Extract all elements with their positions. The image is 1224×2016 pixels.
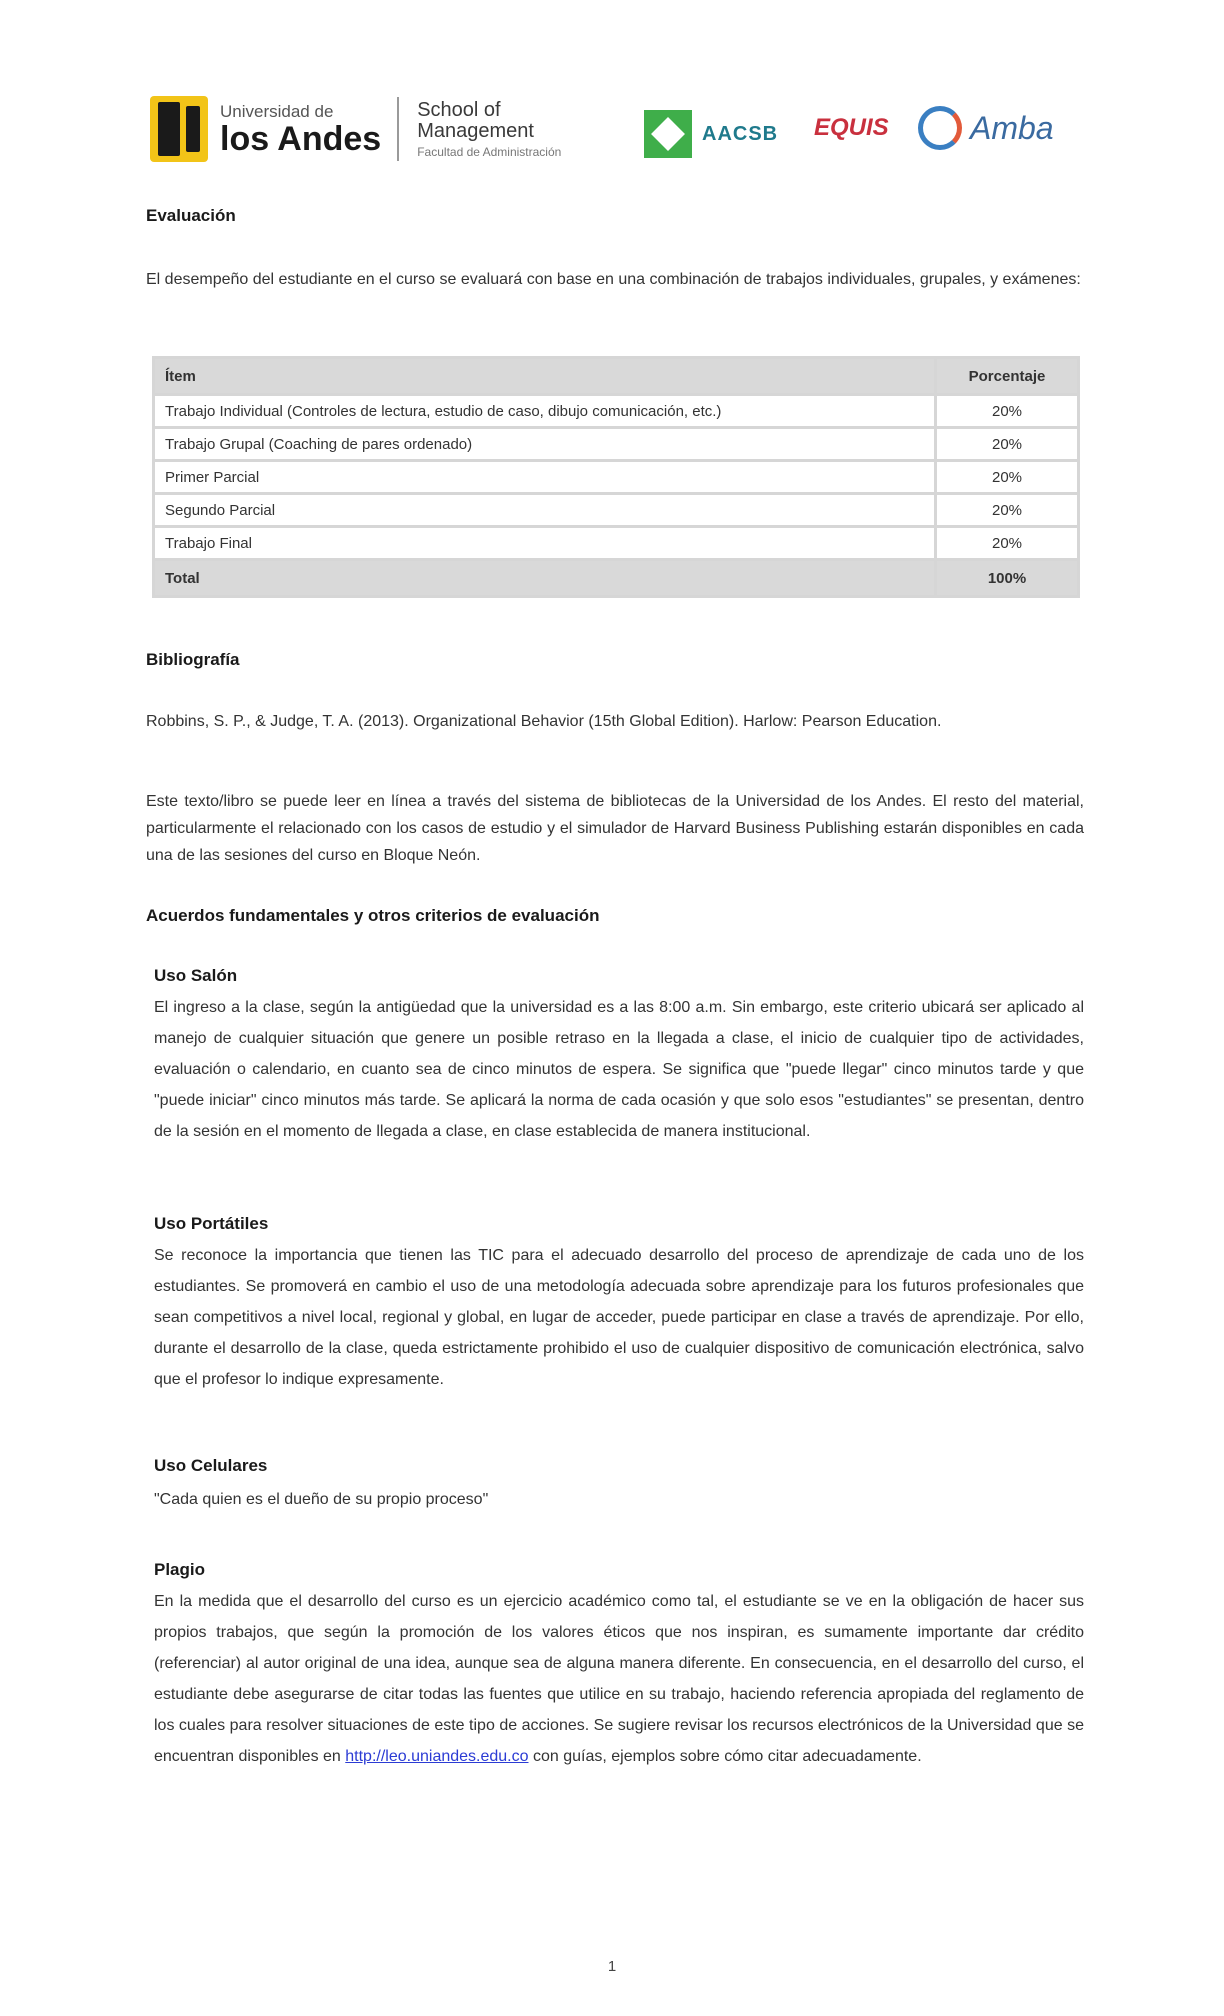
row-item: Trabajo Grupal (Coaching de pares ordenado): [154, 428, 936, 461]
plagio-text-before-link: En la medida que el desarrollo del curso es un ejercicio académico como tal, el estudiante se ve en la obligación de hacer sus propios trabajos, que según la promoción de los valores éticos que nos inspiran, es sumamente importante dar crédito (referenciar) al autor original de una idea, aunque sea de alguna manera diferente. En consecuencia, en el desarrollo del curso, el estudiante debe asegurarse de citar todas las fuentes que utilice en su trabajo, haciendo referencia apropiada del reglamento de los cuales para resolver situaciones de este tipo de acciones. Se sugiere revisar los recursos electrónicos de la Universidad que se encuentran disponibles en: [154, 1593, 1084, 1765]
aspect-title-uso-portatiles: Uso Portátiles: [154, 1214, 269, 1233]
uniandes-resources-link[interactable]: http://leo.uniandes.edu.co: [345, 1748, 529, 1765]
page-header: [150, 92, 1090, 172]
table-total-row: [154, 560, 1079, 597]
table-row: [154, 527, 1079, 560]
total-label: Total: [154, 560, 936, 597]
column-header-percentage: Porcentaje: [936, 358, 1079, 395]
row-percentage: 20%: [936, 395, 1079, 428]
aspect-title-plagio: Plagio: [154, 1560, 206, 1579]
row-item: Segundo Parcial: [154, 494, 936, 527]
school-line-1: School of: [417, 98, 501, 121]
university-crest-icon: [150, 96, 208, 162]
amba-swirl-icon: [918, 106, 962, 150]
total-percentage: 100%: [936, 560, 1079, 597]
university-logo: [150, 96, 561, 162]
table-row: [154, 428, 1079, 461]
table-row: [154, 395, 1079, 428]
row-percentage: 20%: [936, 461, 1079, 494]
page-number: 1: [607, 1958, 617, 1975]
university-name-small: Universidad de: [220, 101, 334, 121]
aacsb-logo: [644, 110, 778, 158]
university-name-big: los Andes: [220, 119, 382, 158]
aspect-text-plagio: [154, 1586, 1084, 1772]
grading-table: [152, 356, 1080, 598]
table-header-row: [154, 358, 1079, 395]
equis-logo: EQUIS: [814, 114, 889, 141]
school-tagline: Facultad de Administración: [417, 144, 562, 159]
aspects-heading: Acuerdos fundamentales y otros criterios de evaluación: [146, 906, 600, 925]
bibliography-citation: Robbins, S. P., & Judge, T. A. (2013). Organizational Behavior (15th Global Edition). Harlow: Pearson Education.: [146, 713, 942, 730]
evaluation-heading: Evaluación: [146, 206, 236, 225]
aspect-title-uso-celulares: Uso Celulares: [154, 1456, 268, 1475]
logo-divider: [397, 97, 399, 161]
aspect-text-uso-portatiles: Se reconoce la importancia que tienen las TIC para el adecuado desarrollo del proceso de aprendizaje de cada uno de los estudiantes. Se promoverá en cambio el uso de una metodología adecuada sobre aprendizaje para los futuros profesionales que sean competitivos a nivel local, regional y global, en lugar de acceder, puede participar en clase a través de aprendizaje. Por ello, durante el desarrollo de la clase, queda estrictamente prohibido el uso de cualquier dispositivo de comunicación electrónica, salvo que el profesor lo indique expresamente.: [154, 1247, 1084, 1388]
aspect-title-uso-salon: Uso Salón: [154, 966, 238, 985]
amba-logo: [918, 106, 1054, 150]
evaluation-intro: El desempeño del estudiante en el curso se evaluará con base en una combinación de trabajos individuales, grupales, y exámenes:: [146, 271, 1081, 288]
row-percentage: 20%: [936, 494, 1079, 527]
aacsb-mark-icon: [644, 110, 692, 158]
column-header-item: Ítem: [154, 358, 936, 395]
aspect-text-uso-celulares: "Cada quien es el dueño de su propio proceso": [154, 1491, 489, 1508]
aacsb-wordmark: AACSB: [702, 122, 779, 145]
amba-wordmark: Amba: [970, 109, 1054, 146]
row-item: Primer Parcial: [154, 461, 936, 494]
row-item: Trabajo Individual (Controles de lectura, estudio de caso, dibujo comunicación, etc.): [154, 395, 936, 428]
school-line-2: Management: [417, 119, 534, 142]
table-row: [154, 494, 1079, 527]
row-item: Trabajo Final: [154, 527, 936, 560]
row-percentage: 20%: [936, 428, 1079, 461]
bibliography-heading: Bibliografía: [146, 650, 240, 669]
bibliography-note: Este texto/libro se puede leer en línea a través del sistema de bibliotecas de la Universidad de los Andes. El resto del material, particularmente el relacionado con los casos de estudio y el simulador de Harvard Business Publishing estarán disponibles en cada una de las sesiones del curso en Bloque Neón.: [146, 793, 1084, 864]
aspect-text-uso-salon: El ingreso a la clase, según la antigüedad que la universidad es a las 8:00 a.m. Sin embargo, este criterio ubicará ser aplicado al manejo de cualquier situación que genere un posible retraso en la llegada a clase, el inicio de cualquier tipo de actividades, evaluación o calendario, en cuanto sea de cinco minutos de espera. Se significa que "puede llegar" cinco minutos tarde y que "puede iniciar" cinco minutos más tarde. Se aplicará la norma de cada ocasión y que solo esos "estudiantes" se presentan, dentro de la sesión en el momento de llegada a clase, en clase establecida de manera institucional.: [154, 999, 1084, 1140]
plagio-text-after-link: con guías, ejemplos sobre cómo citar adecuadamente.: [532, 1748, 922, 1765]
table-row: [154, 461, 1079, 494]
row-percentage: 20%: [936, 527, 1079, 560]
